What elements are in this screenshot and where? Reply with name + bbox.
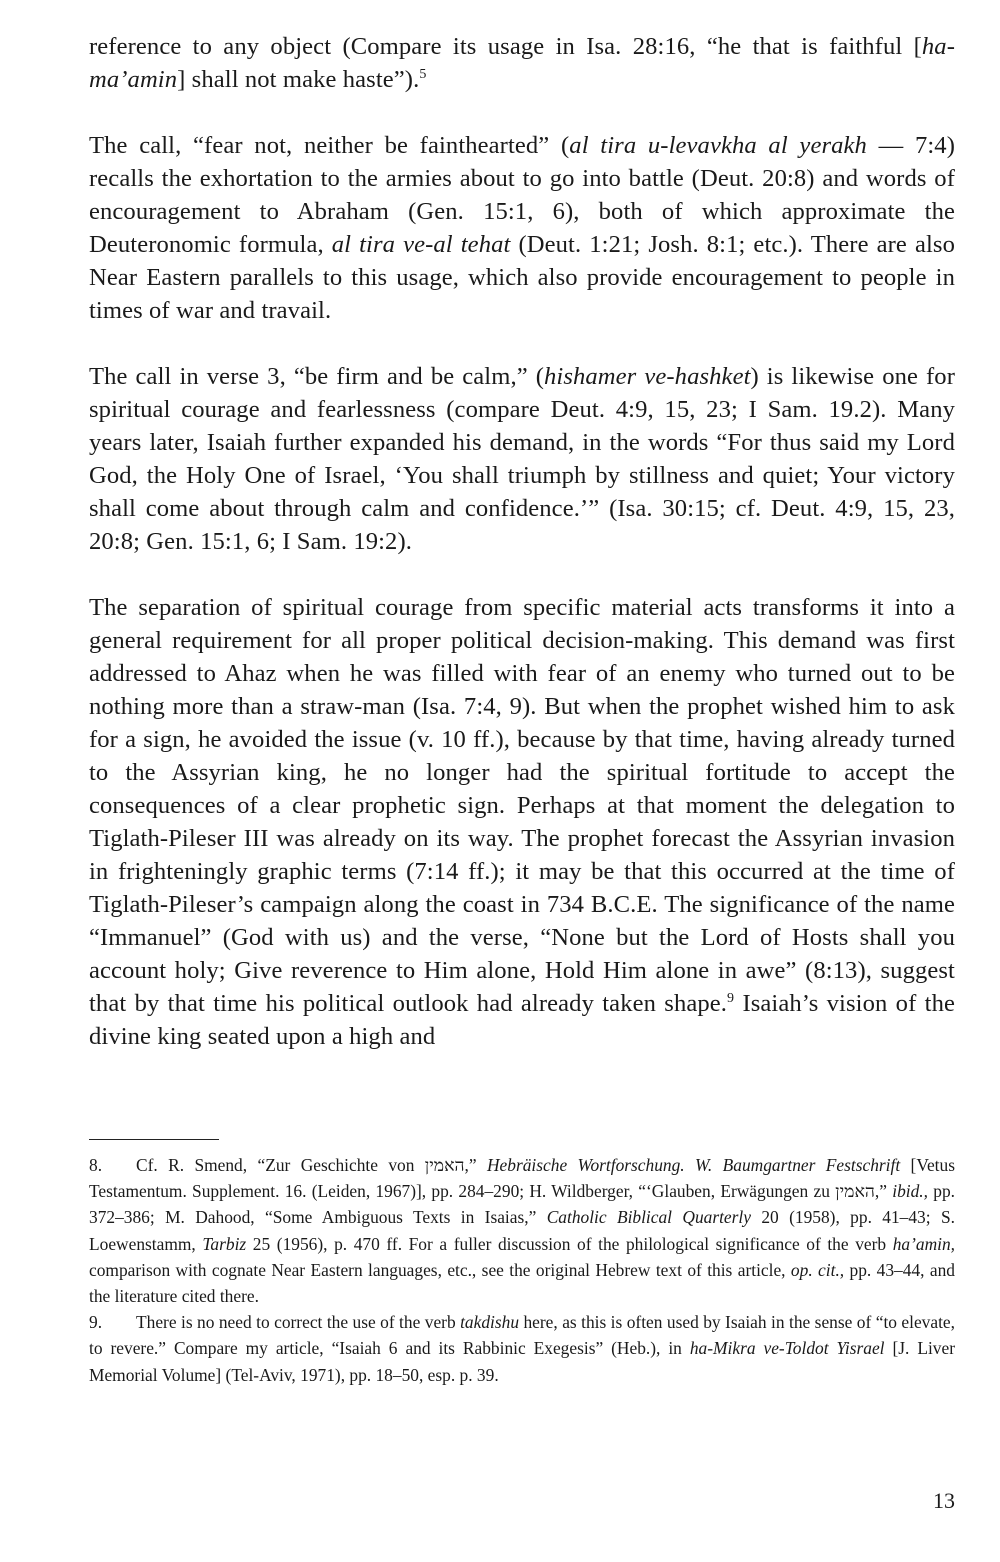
text-run: 25 (1956), p. 470 ff. For a fuller discussion of the philological significance of the verb	[246, 1233, 893, 1254]
italic-title: ha-Mikra ve-Toldot Yisrael	[689, 1338, 885, 1359]
italic-term: ha-ma’amin	[89, 33, 955, 93]
text-run: pp. 43–44, and the literature cited there.	[89, 1259, 955, 1307]
text-run: (Deut. 1:21; Josh. 8:1; etc.). There are also Near Eastern parallels to this usage, which also provide encouragement to people in times of war and travail.	[89, 231, 955, 324]
italic-title: takdishu	[460, 1312, 520, 1333]
text-run: [J. Liver Memorial Volume] (Tel-Aviv, 1971), pp. 18–50, esp. p. 39.	[89, 1338, 955, 1385]
footnote-9	[89, 1309, 955, 1388]
text-run: here, as this is often used by Isaiah in the sense of “to elevate, to revere.” Compare my article, “Isaiah 6 and its Rabbinic Exegesis” (Heb.), in	[89, 1312, 955, 1359]
italic-title: Catholic Biblical Quarterly	[546, 1207, 751, 1228]
italic-title: ibid.,	[892, 1181, 928, 1202]
footnote-ref: 5	[419, 66, 427, 82]
footnote-separator	[89, 1139, 219, 1140]
italic-title: op. cit.,	[790, 1259, 845, 1280]
italic-title: Tarbiz	[202, 1233, 247, 1254]
text-run: [Vetus Testamentum. Supplement. 16. (Leiden, 1967)], pp. 284–290; H. Wildberger, “‘Glauben, Erwägungen zu האמין,”	[89, 1155, 955, 1202]
paragraph-3	[89, 360, 955, 558]
footnote-number: 8.	[89, 1155, 103, 1175]
text-run: reference to any object (Compare its usage in Isa. 28:16, “he that is faithful [	[89, 33, 922, 60]
text-run: The call, “fear not, neither be fainthearted” (	[89, 132, 570, 159]
italic-title: ha’amin,	[892, 1233, 956, 1254]
italic-term: al tira u-levavkha al yerakh	[569, 132, 867, 159]
text-run: The separation of spiritual courage from specific material acts transforms it into a general requirement for all proper political decision-making. This demand was first addressed to Ahaz when he was filled with fear of an enemy who turned out to be nothing more than a straw-man (Isa. 7:4, 9). But when the prophet wished him to ask for a sign, he avoided the issue (v. 10 ff.), because by that time, having already turned to the Assyrian king, he no longer had the spiritual fortitude to accept the consequences of a clear prophetic sign. Perhaps at that moment the delegation to Tiglath-Pileser III was already on its way. The prophet forecast the Assyrian invasion in frighteningly graphic terms (7:14 ff.); it may be that this occurred at the time of Tiglath-Pileser’s campaign along the coast in 734 B.C.E. The significance of the name “Immanuel” (God with us) and the verse, “None but the Lord of Hosts shall you account holy; Give reverence to Him alone, Hold Him alone in awe” (8:13), suggest that by that time his political outlook had already taken shape.	[89, 594, 955, 1017]
text-run: comparison with cognate Near Eastern languages, etc., see the original Hebrew text of this article,	[89, 1259, 791, 1280]
text-run: There is no need to correct the use of the verb	[136, 1312, 461, 1333]
text-run: Cf. R. Smend, “Zur Geschichte von האמין,”	[136, 1155, 487, 1175]
paragraph-1	[89, 30, 955, 96]
text-run: Isaiah’s vision of the divine king seated upon a high and	[89, 990, 955, 1050]
paragraph-2	[89, 129, 955, 327]
page-number: 13	[933, 1488, 955, 1513]
text-run: pp. 372–386; M. Dahood, “Some Ambiguous Texts in Isaias,”	[89, 1181, 955, 1228]
text-run: The call in verse 3, “be firm and be calm,” (	[89, 363, 545, 390]
main-text	[89, 30, 955, 1053]
footnote-8	[89, 1152, 955, 1309]
italic-term: al tira ve-al tehat	[331, 231, 511, 258]
text-run: — 7:4) recalls the exhortation to the armies about to go into battle (Deut. 20:8) and words of encouragement to Abraham (Gen. 15:1, 6), both of which approximate the Deuteronomic formula,	[89, 132, 955, 258]
text-run: 20 (1958), pp. 41–43; S. Loewenstamm,	[89, 1207, 955, 1254]
italic-term: hishamer ve-hashket	[544, 363, 751, 390]
footnotes	[89, 1152, 955, 1388]
footnote-ref: 9	[727, 990, 735, 1006]
italic-title: Hebräische Wortforschung. W. Baumgartner Festschrift	[487, 1155, 901, 1175]
text-run: ] shall not make haste”).	[177, 66, 420, 93]
text-run: ) is likewise one for spiritual courage and fearlessness (compare Deut. 4:9, 15, 23; I Sam. 19.2). Many years later, Isaiah further expanded his demand, in the words “For thus said my Lord God, the Holy One of Israel, ‘You shall triumph by stillness and quiet; Your victory shall come about through calm and confidence.’” (Isa. 30:15; cf. Deut. 4:9, 15, 23, 20:8; Gen. 15:1, 6; I Sam. 19:2).	[89, 363, 955, 555]
footnote-number: 9.	[89, 1312, 103, 1333]
paragraph-4	[89, 591, 955, 1053]
